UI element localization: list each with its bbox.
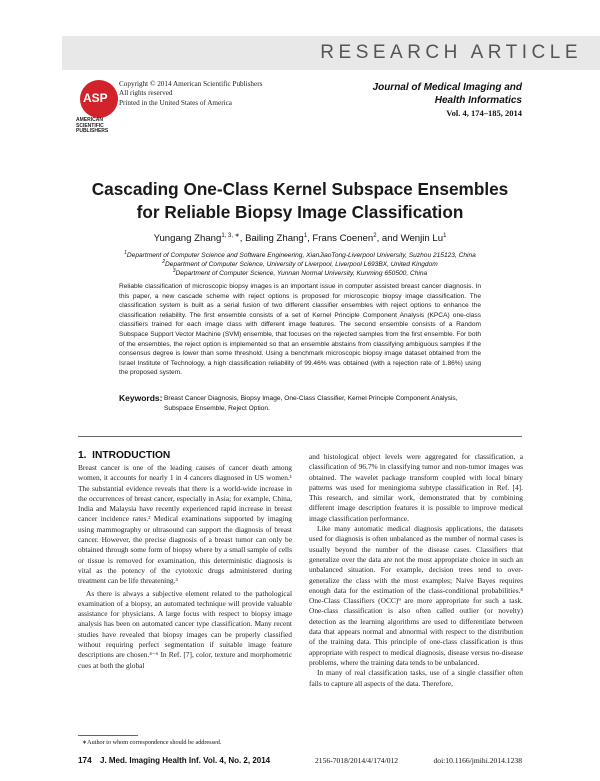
- paragraph: In many of real classification tasks, use of a single classifier often fails to capture all aspects of the data. Therefore,: [309, 668, 523, 688]
- article-type-label: RESEARCH ARTICLE: [320, 42, 582, 63]
- doi: doi:10.1166/jmihi.2014.1238: [433, 756, 522, 765]
- section-heading: 1. INTRODUCTION: [78, 450, 171, 461]
- journal-name-line2: Health Informatics: [434, 94, 522, 106]
- issn: 2156-7018/2014/4/174/012: [315, 756, 399, 765]
- affiliation: $^2$Department of Computer Science, University of Liverpool, Liverpool L693BX, United Kingdom: [162, 259, 438, 269]
- paper-title: Cascading One-Class Kernel Subspace Ensembles for Reliable Biopsy Image Classification: [91, 179, 509, 222]
- footnote-divider: [78, 735, 138, 736]
- page-footer: [78, 756, 522, 765]
- author: Frans Coenen: [312, 233, 374, 245]
- paragraph: Like many automatic medical diagnosis applications, the datasets used for diagnosis is often unbalanced as the number of normal cases is usually beyond the number of the disease cases. Classifiers that generalize over the data are not the most appropriate choice in such an unbalanced situation. For example, decision trees tend to over-generalize the class with the most examples; Naive Bayes requires enough data for the estimation of the class-conditional probabilities.⁸ One-Class Classifiers (OCC)⁹ are more appropriate for such a task. One-class classification is also often called outlier (or novelty) detection as the learning algorithms are used to differentiate between data that appears normal and abnormal with respect to the distribution of the training data. This principle of one-class classification is thus appropriate with respect to medical diagnosis, disease versus no-disease problems, where the training data tends to be unbalanced.: [309, 524, 523, 667]
- author: Bailing Zhang: [245, 233, 304, 245]
- keywords-text: Breast Cancer Diagnosis, Biopsy Image, One-Class Classifier, Kernel Principle Component Analysis, Subspace Ensemble, Reject Option.: [164, 395, 458, 412]
- abstract: Reliable classification of microscopic biopsy images is an important issue in computer assisted breast cancer diagnosis. In this paper, a new cascade scheme with reject options is proposed for microscopic biopsy image classification. The classification system is built as a serial fusion of two different classifier ensembles with reject options to enhance the classification reliability. The first ensemble consists of a set of Kernel Principle Component Analysis (KPCA) one-class classifiers trained for each image class with different image features. The second ensemble consists of a Random Subspace Support Vector Machine (SVM) ensemble, that focuses on the rejected samples from the first ensemble. For both of the ensembles, the reject option is implemented so that an ensemble abstains from classifying ambiguous samples if the consensus degree is lower than some threshold. Using a benchmark microscopic biopsy image dataset obtained from the Israel Institute of Technology, a high classification reliability of 99.46% was obtained (with a rejection rate of 1.86%) using the proposed system.: [119, 283, 481, 377]
- keywords: [119, 394, 487, 414]
- header-banner: [62, 36, 600, 70]
- keywords-label: Keywords:: [119, 393, 163, 403]
- asp-logo-icon: ASP: [80, 80, 118, 118]
- journal-volume: Vol. 4, 174–185, 2014: [446, 108, 522, 118]
- paragraph: and histological object levels were aggregated for classification, a classification of 96.7% in classifying tumor and non-tumor images was obtained. The wavelet package transform coupled with local binary patterns was used for meningioma subtype classification in Ref. [4]. This research, and similar work, demonstrated that by combining different image description features it is possible to improve medical image classification performance.: [309, 452, 523, 523]
- journal-name: Journal of Medical Imaging and: [372, 82, 522, 93]
- journal-info: [373, 82, 522, 120]
- author: Yungang Zhang: [153, 233, 222, 245]
- publisher-name: AMERICAN SCIENTIFIC PUBLISHERS: [76, 117, 109, 134]
- affiliation: $^1$Department of Computer Science and Software Engineering, XianJiaoTong-Liverpool University, Suzhou 215123, China: [124, 250, 476, 260]
- body-column-left: [78, 463, 292, 671]
- copyright-notice: Copyright © 2014 American Scientific Publishers All rights reserved Printed in the United States of America: [119, 80, 263, 107]
- journal-reference: J. Med. Imaging Health Inf. Vol. 4, No. 2, 2014: [100, 756, 271, 765]
- author: Wenjin Lu: [400, 233, 444, 245]
- paragraph: Breast cancer is one of the leading causes of cancer death among women, it accounts for nearly 1 in 4 cancers diagnosed in US women.¹ The substantial evidence reveals that there is a world-wide increase in the occurrences of breast cancer, especially in Asia; for example, China, India and Malaysia have recently experienced rapid increase in breast cancer incidence rates.² Medical examinations supported by imaging using mammography or ultrasound can support the diagnosis of breast cancer. However, the precise diagnosis of a breast tumor can only be obtained through some form of biopsy where by a small sample of cells or tissue is removed for examination, this deterministic diagnosis is vital as the potency of the cytotoxic drugs administered during treatment can be life threatening.³: [78, 463, 292, 586]
- footnote: ∗Author to whom correspondence should be addressed.: [82, 739, 222, 746]
- divider: [78, 436, 522, 437]
- page-number: 174: [78, 756, 92, 765]
- body-column-right: [309, 452, 523, 689]
- affiliation: $^3$Department of Computer Science, Yunnan Normal University, Kunming 650500, China: [172, 268, 428, 278]
- paragraph: As there is always a subjective element related to the pathological examination of a biopsy, an automated technique will provide valuable assistance for physicians. A large focus with respect to biopsy image analysis has been on automated cancer type classification. Many recent studies have revealed that biopsy images can be properly classified without requiring perfect segmentation if suitable image feature descriptions are chosen.⁴⁻⁶ In Ref. [7], color, texture and morphometric cues at both the global: [78, 588, 292, 670]
- author-list: Yungang Zhang$^{1, 3, ∗}$, Bailing Zhang$^1$, Frans Coenen$^2$, and Wenjin Lu$^1$: [153, 233, 447, 245]
